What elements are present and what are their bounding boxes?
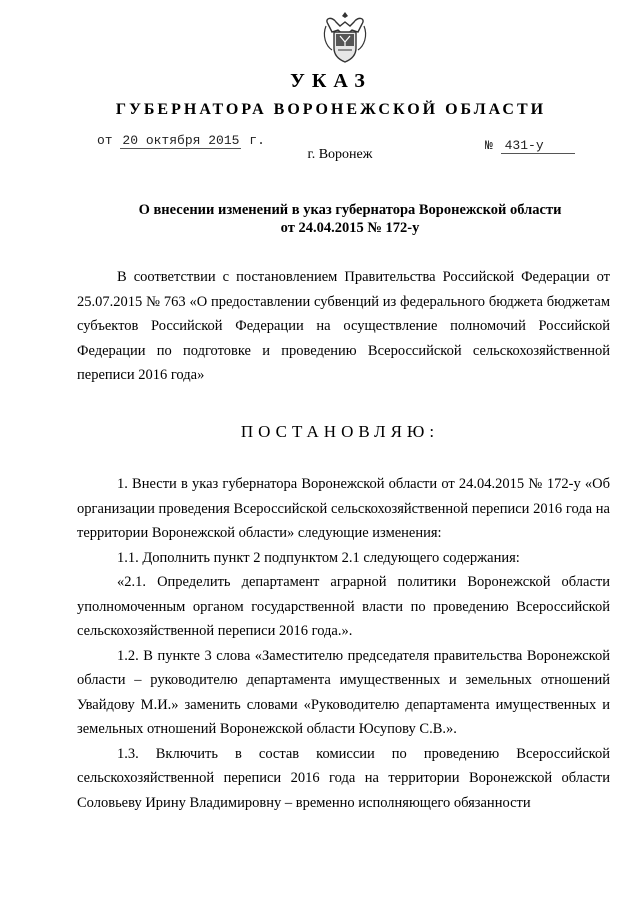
coat-of-arms-icon	[322, 10, 368, 64]
date-value: 20 октября 2015	[122, 133, 240, 148]
item-paragraph: 1. Внести в указ губернатора Воронежской области от 24.04.2015 № 172-у «Об организации проведения Всероссийской сельскохозяйственной переписи 2016 года на территории Воронежской области» следующие изменения:	[77, 476, 610, 541]
item-paragraph: 1.3. Включить в состав комиссии по проведению Всероссийской сельскохозяйственной переписи 2016 года на территории Воронежской области Соловьеву Ирину Владимировну – временно исполняющего обязанности	[77, 745, 610, 811]
preamble-paragraph: В соответствии с постановлением Правительства Российской Федерации от 25.07.2015 № 763 «О предоставлении субвенций из федерального бюджета бюджетам субъектов Российской Федерации на осуществление полномочий Российской Федерации по подготовке и проведению Всероссийской сельскохозяйственной переписи 2016 года»	[77, 269, 610, 383]
preamble	[77, 265, 610, 388]
decree-items	[77, 472, 610, 815]
decree-subject	[70, 201, 630, 237]
date-suffix: г.	[249, 133, 265, 148]
item-paragraph: 1.1. Дополнить пункт 2 подпунктом 2.1 следующего содержания:	[117, 549, 520, 566]
item-paragraph: «2.1. Определить департамент аграрной политики Воронежской области уполномоченным органом государственной власти по проведению Всероссийской сельскохозяйственной переписи 2016 года.».	[77, 574, 610, 639]
city-label: г. Воронеж	[307, 147, 373, 162]
date-prefix: от	[97, 133, 113, 148]
number-prefix: №	[485, 138, 493, 153]
subject-line-2: от 24.04.2015 № 172-у	[280, 220, 420, 236]
subject-line-1: О внесении изменений в указ губернатора Воронежской области	[138, 202, 562, 218]
item-paragraph: 1.2. В пункте 3 слова «Заместителю председателя правительства Воронежской области – руководителю департамента имущественных и земельных отношений Увайдову М.И.» заменить словами «Руководителю департамента имущественных и земельных отношений Воронежской области Юсупову С.В.».	[77, 647, 610, 737]
decree-title: УКАЗ	[290, 70, 372, 92]
issuer-name: ГУБЕРНАТОРА ВОРОНЕЖСКОЙ ОБЛАСТИ	[115, 101, 547, 118]
number-value: 431-у	[501, 138, 575, 154]
decree-word: ПОСТАНОВЛЯЮ:	[240, 422, 440, 441]
